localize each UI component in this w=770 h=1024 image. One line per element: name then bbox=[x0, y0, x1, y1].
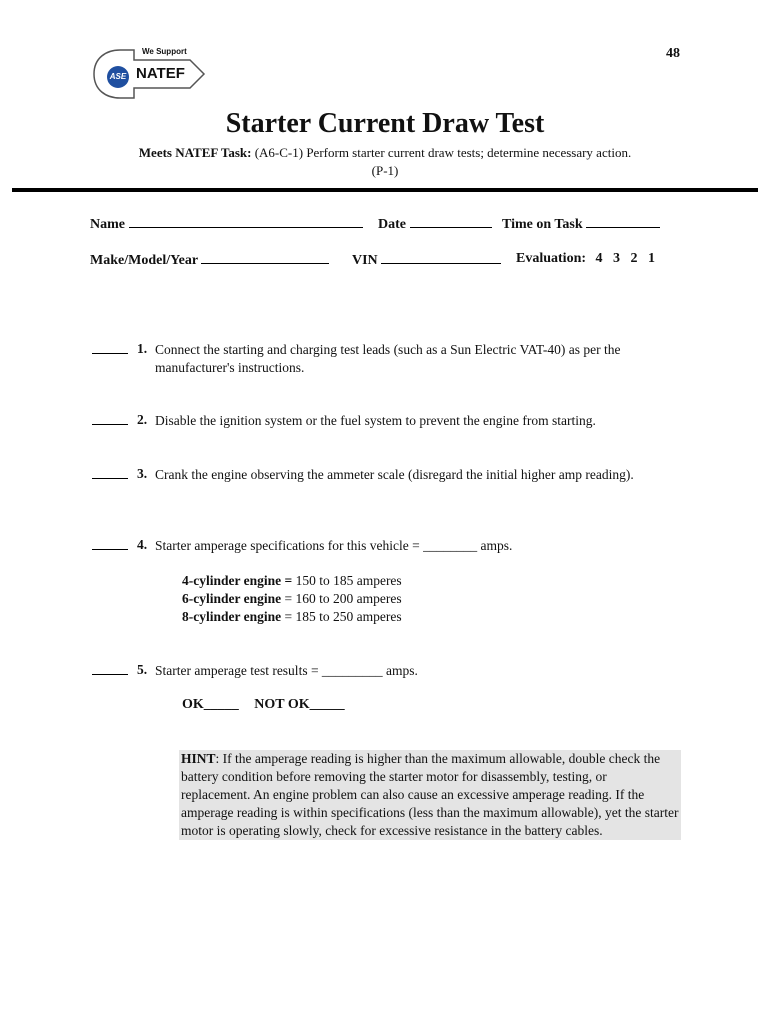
spec-label: 8-cylinder engine bbox=[182, 609, 282, 624]
task-text: (A6-C-1) Perform starter current draw tests; determine necessary action. bbox=[254, 145, 632, 160]
spec-line bbox=[182, 590, 402, 608]
checkoff-blank[interactable] bbox=[92, 662, 128, 675]
ok-row bbox=[182, 697, 345, 713]
hint-label: HINT bbox=[181, 751, 216, 766]
make-model-year-label: Make/Model/Year bbox=[90, 253, 198, 268]
natef-logo bbox=[90, 44, 208, 106]
not-ok-checkbox[interactable]: NOT OK_____ bbox=[254, 697, 345, 712]
list-item bbox=[92, 412, 692, 430]
page-title: Starter Current Draw Test bbox=[225, 108, 545, 139]
item-number: 5. bbox=[137, 662, 148, 677]
list-item bbox=[92, 466, 692, 502]
logo-main-text: NATEF bbox=[136, 65, 185, 82]
ok-checkbox[interactable]: OK_____ bbox=[182, 697, 239, 712]
hint-box bbox=[179, 750, 681, 840]
spec-label: 6-cylinder engine bbox=[182, 591, 282, 606]
spec-value: = 185 to 250 amperes bbox=[281, 609, 402, 624]
spec-line bbox=[182, 608, 402, 626]
list-item bbox=[92, 662, 692, 680]
item-number: 2. bbox=[137, 412, 148, 427]
list-item bbox=[92, 341, 692, 377]
item-text: Disable the ignition system or the fuel system to prevent the engine from starting. bbox=[155, 413, 596, 428]
task-priority: (P-1) bbox=[371, 163, 399, 178]
item-text: Starter amperage test results = _________ amps. bbox=[155, 663, 418, 678]
name-field-row bbox=[90, 215, 363, 233]
logo-top-text: We Support bbox=[142, 47, 187, 56]
vin-label: VIN bbox=[352, 253, 378, 268]
time-field-row bbox=[502, 215, 660, 233]
vin-input[interactable] bbox=[381, 251, 501, 264]
checkoff-blank[interactable] bbox=[92, 537, 128, 550]
item-number: 1. bbox=[137, 341, 148, 356]
evaluation-field-row bbox=[516, 251, 655, 267]
evaluation-label: Evaluation: bbox=[516, 251, 587, 266]
make-model-year-input[interactable] bbox=[201, 251, 329, 264]
spec-value: = 160 to 200 amperes bbox=[281, 591, 402, 606]
name-input[interactable] bbox=[129, 215, 363, 228]
task-line bbox=[0, 145, 770, 161]
date-input[interactable] bbox=[410, 215, 492, 228]
item-text: Connect the starting and charging test leads (such as a Sun Electric VAT-40) as per the manufacturer's instructions. bbox=[155, 342, 621, 375]
spec-value: 150 to 185 amperes bbox=[292, 573, 402, 588]
checkoff-blank[interactable] bbox=[92, 341, 128, 354]
ase-badge-icon: ASE bbox=[107, 66, 129, 88]
item-text: Crank the engine observing the ammeter scale (disregard the initial higher amp reading). bbox=[155, 467, 634, 482]
hint-text: : If the amperage reading is higher than the maximum allowable, double check the battery condition before removing the starter motor for disassembly, testing, or replacement. An engine problem can also cause an excessive amperage reading. If the amperage reading is within specifications (less than the maximum allowable), yet the starter motor is operating slowly, check for excessive resistance in the battery cables. bbox=[181, 751, 679, 838]
item-text: Starter amperage specifications for this vehicle = ________ amps. bbox=[155, 538, 513, 553]
item-number: 4. bbox=[137, 537, 148, 552]
item-number: 3. bbox=[137, 466, 148, 481]
checkoff-blank[interactable] bbox=[92, 466, 128, 479]
date-field-row bbox=[378, 215, 492, 233]
make-field-row bbox=[90, 251, 329, 269]
date-label: Date bbox=[378, 217, 406, 232]
page-number: 48 bbox=[666, 46, 680, 61]
spec-label: 4-cylinder engine = bbox=[182, 573, 293, 588]
evaluation-scale[interactable]: 4 3 2 1 bbox=[595, 251, 656, 266]
name-label: Name bbox=[90, 217, 125, 232]
header-divider bbox=[12, 188, 758, 192]
vin-field-row bbox=[352, 251, 501, 269]
task-label: Meets NATEF Task: bbox=[138, 145, 252, 160]
time-on-task-input[interactable] bbox=[586, 215, 660, 228]
checkoff-blank[interactable] bbox=[92, 412, 128, 425]
spec-line bbox=[182, 572, 402, 590]
list-item bbox=[92, 537, 692, 555]
time-on-task-label: Time on Task bbox=[502, 217, 583, 232]
